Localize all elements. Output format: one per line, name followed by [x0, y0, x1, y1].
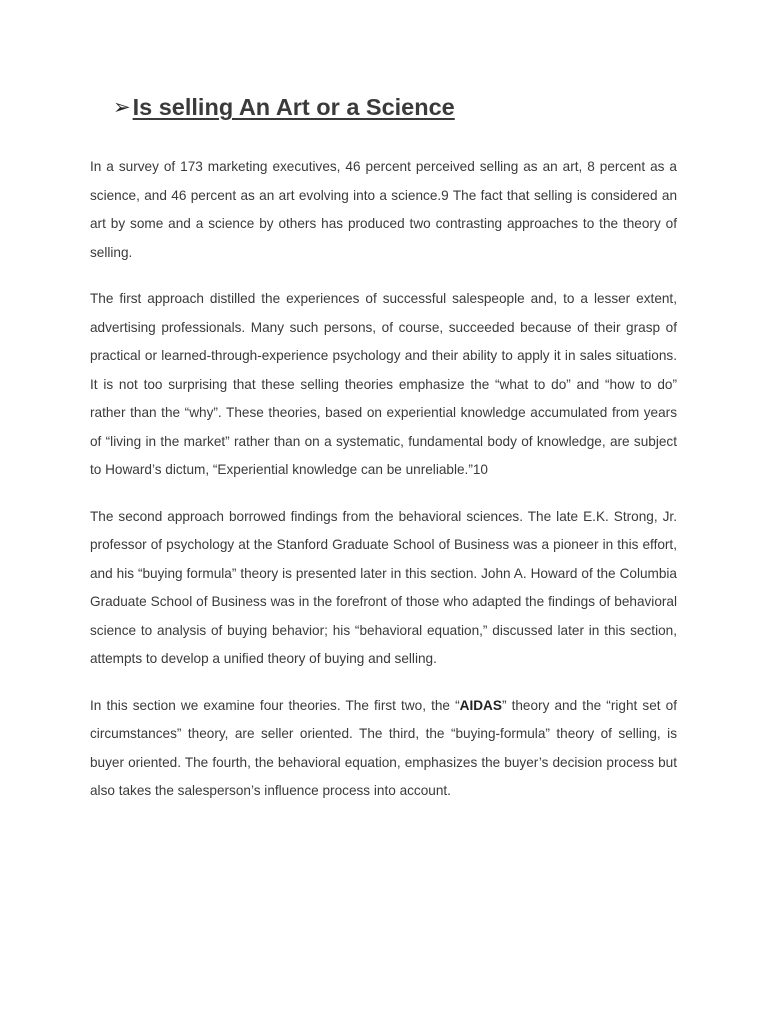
paragraph-survey: In a survey of 173 marketing executives, 46 percent perceived selling as an art, 8 percent as a science, and 46 percent as an art evolving into a science.9 The fact that selling is considered an art by some and a science by others has produced two contrasting approaches to the theory of selling.: [90, 159, 677, 260]
paragraph-first-approach: The first approach distilled the experiences of successful salespeople and, to a lesser extent, advertising professionals. Many such persons, of course, succeeded because of their grasp of practical or learned-through-experience psychology and their ability to apply it in sales situations. It is not too surprising that these selling theories emphasize the “what to do” and “how to do” rather than the “why”. These theories, based on experiential knowledge accumulated from years of “living in the market” rather than on a systematic, fundamental body of knowledge, are subject to Howard’s dictum, “Experiential knowledge can be unreliable.”10: [90, 291, 677, 477]
aidas-term: AIDAS: [459, 697, 502, 713]
document-body: [90, 153, 677, 824]
paragraph-four-theories-part-1: In this section we examine four theories. The first two, the “: [90, 697, 460, 713]
paragraph-second-approach: The second approach borrowed findings from the behavioral sciences. The late E.K. Strong, Jr. professor of psychology at the Stanford Graduate School of Business was a pioneer in this effort, and his “buying formula” theory is presented later in this section. John A. Howard of the Columbia Graduate School of Business was in the forefront of those who adapted the findings of behavioral science to analysis of buying behavior; his “behavioral equation,” discussed later in this section, attempts to develop a unified theory of buying and selling.: [90, 508, 677, 666]
paragraph-four-theories: [90, 692, 677, 806]
paragraph-four-theories-part-2: ” theory and the “right set of circumstances” theory, are seller oriented. The third, the “buying-formula” theory of selling, is buyer oriented. The fourth, the behavioral equation, emphasizes the buyer’s decision process but also takes the salesperson’s influence process into account.: [90, 697, 677, 798]
arrow-bullet-icon: ➢: [113, 95, 131, 119]
section-heading: [113, 92, 455, 122]
page-title: Is selling An Art or a Science: [132, 94, 455, 120]
